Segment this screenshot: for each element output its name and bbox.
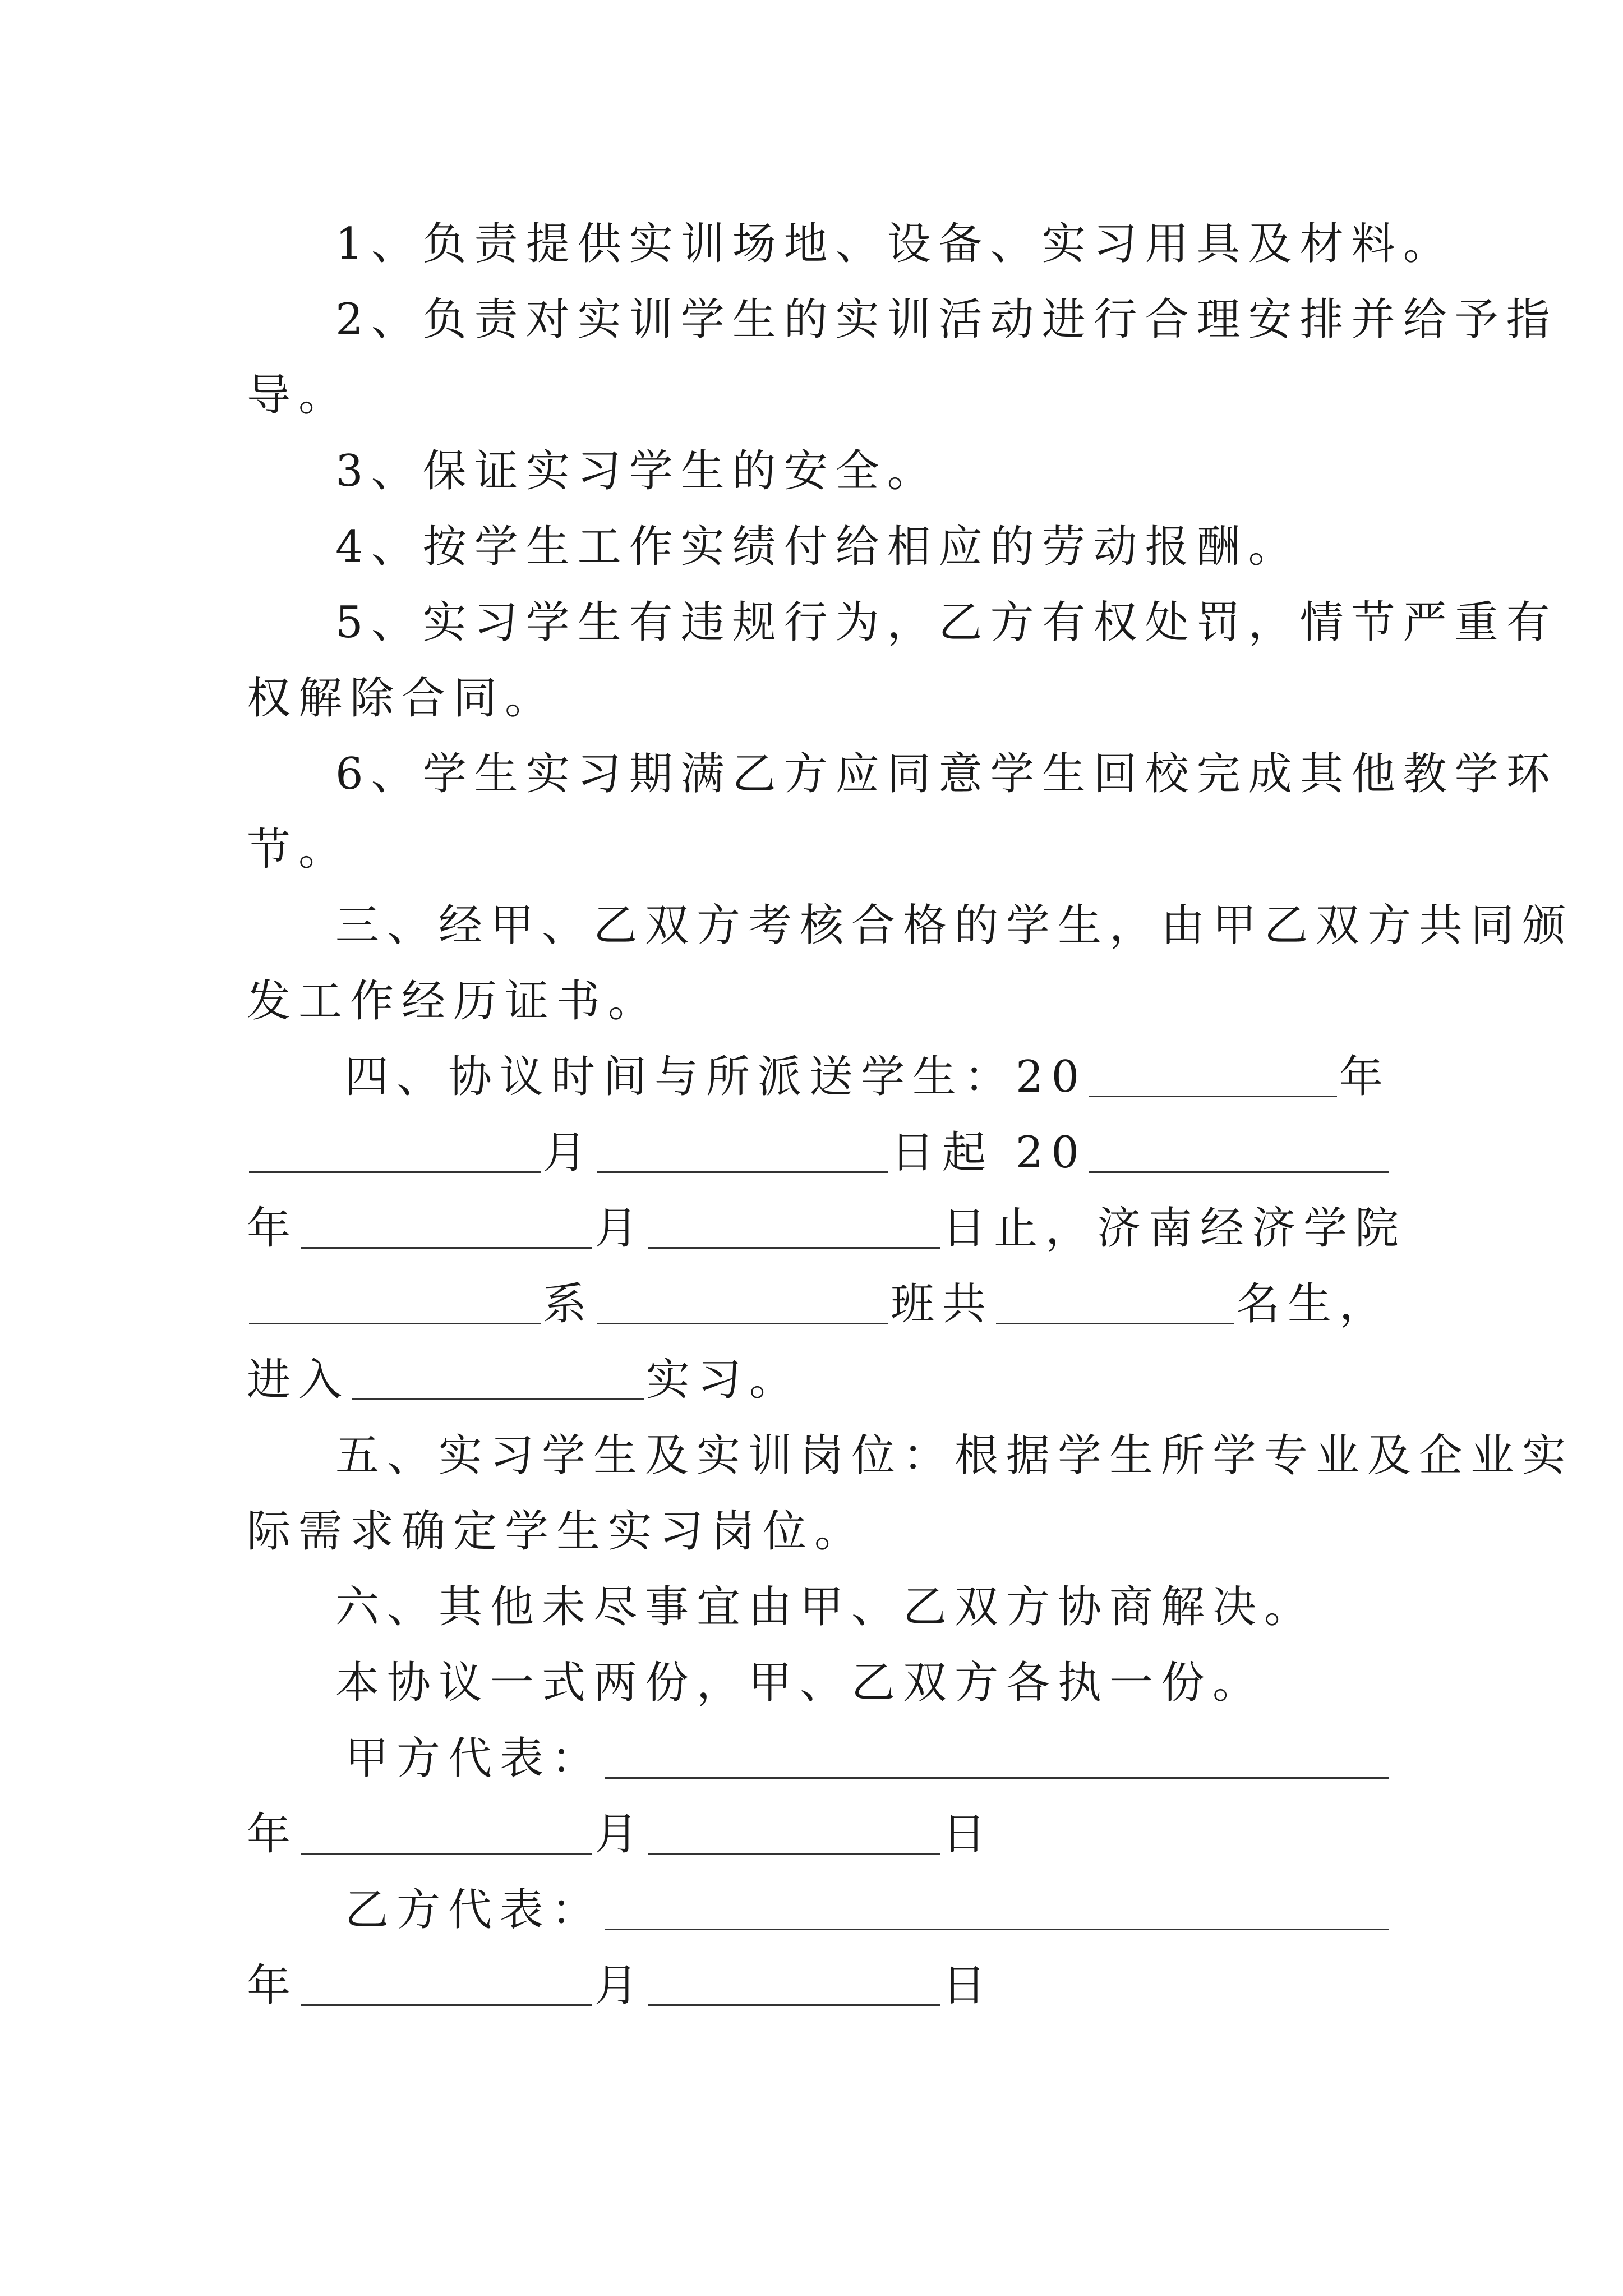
section-5-line-1: 五、实习学生及实训岗位：根据学生所学专业及企业实 <box>335 1430 1574 1481</box>
item-6-line-1: 6、学生实习期满乙方应同意学生回校完成其他教学环 <box>335 749 1558 799</box>
party-a-month-label: 月 <box>594 1809 647 1860</box>
party-a-day-blank[interactable] <box>648 1853 940 1855</box>
party-b-month-blank[interactable] <box>301 2004 592 2006</box>
item-5-line-1: 5、实习学生有违规行为，乙方有权处罚，情节严重有 <box>335 597 1558 648</box>
party-a-label: 甲方代表： <box>345 1733 603 1784</box>
item-3: 3、保证实习学生的安全。 <box>335 446 939 496</box>
section-3-line-1: 三、经甲、乙双方考核合格的学生，由甲乙双方共同颁 <box>335 900 1574 951</box>
month-start-blank[interactable] <box>249 1171 541 1173</box>
section-3-line-2: 发工作经历证书。 <box>247 976 660 1027</box>
count-unit-label: 名生， <box>1235 1279 1391 1329</box>
party-b-month-label: 月 <box>594 1961 647 2011</box>
party-b-day-label: 日 <box>942 1961 994 2011</box>
party-b-day-blank[interactable] <box>648 2004 940 2006</box>
department-label: 系 <box>543 1279 595 1329</box>
party-a-date-line <box>247 1806 1391 1862</box>
copies-statement: 本协议一式两份，甲、乙双方各执一份。 <box>335 1658 1265 1708</box>
day-from-label: 日起 20 <box>891 1128 1087 1178</box>
section-4-line-1 <box>247 1049 1391 1105</box>
class-blank[interactable] <box>597 1323 888 1324</box>
item-1: 1、负责提供实训场地、设备、实习用具及材料。 <box>335 219 1455 269</box>
party-a-signature-line <box>247 1731 1391 1787</box>
month-end-label: 月 <box>594 1203 647 1254</box>
party-a-day-label: 日 <box>942 1809 994 1860</box>
enter-label: 进入 <box>247 1355 351 1405</box>
section-4-line-5 <box>247 1352 1391 1408</box>
class-total-label: 班共 <box>891 1279 994 1329</box>
party-a-year-label: 年 <box>247 1809 299 1860</box>
section-4-line-4 <box>247 1276 1391 1332</box>
item-5-line-2: 权解除合同。 <box>247 673 557 724</box>
month-label: 月 <box>543 1128 595 1178</box>
department-blank[interactable] <box>249 1323 541 1324</box>
section-6: 六、其他未尽事宜由甲、乙双方协商解决。 <box>335 1582 1316 1632</box>
section-4-line-3 <box>247 1200 1407 1257</box>
student-count-blank[interactable] <box>996 1323 1234 1324</box>
company-blank[interactable] <box>352 1398 644 1400</box>
party-b-label: 乙方代表： <box>345 1885 603 1935</box>
section-5-line-2: 际需求确定学生实习岗位。 <box>247 1506 866 1557</box>
party-b-signature-line <box>247 1882 1391 1938</box>
item-2-line-1: 2、负责对实训学生的实训活动进行合理安排并给予指 <box>335 295 1558 345</box>
item-4: 4、按学生工作实绩付给相应的劳动报酬。 <box>335 522 1300 572</box>
day-start-blank[interactable] <box>597 1171 888 1173</box>
day-to-school-label: 日止，济南经济学院 <box>942 1203 1407 1254</box>
day-end-blank[interactable] <box>648 1247 940 1249</box>
year-end-label: 年 <box>247 1203 299 1254</box>
section-4-line-2 <box>247 1125 1391 1181</box>
year-label: 年 <box>1339 1052 1391 1102</box>
party-b-date-line <box>247 1958 1391 2014</box>
month-end-blank[interactable] <box>301 1247 592 1249</box>
item-2-line-2: 导。 <box>247 370 351 421</box>
year-end-blank[interactable] <box>1089 1171 1389 1173</box>
item-6-line-2: 节。 <box>247 825 351 875</box>
party-b-signature-blank[interactable] <box>605 1929 1389 1930</box>
year-start-blank[interactable] <box>1089 1096 1337 1097</box>
party-a-month-blank[interactable] <box>301 1853 592 1855</box>
internship-label: 实习。 <box>646 1355 801 1405</box>
section-4-lead: 四、协议时间与所派送学生：20 <box>345 1052 1087 1102</box>
party-a-signature-blank[interactable] <box>605 1777 1389 1779</box>
party-b-year-label: 年 <box>247 1961 299 2011</box>
